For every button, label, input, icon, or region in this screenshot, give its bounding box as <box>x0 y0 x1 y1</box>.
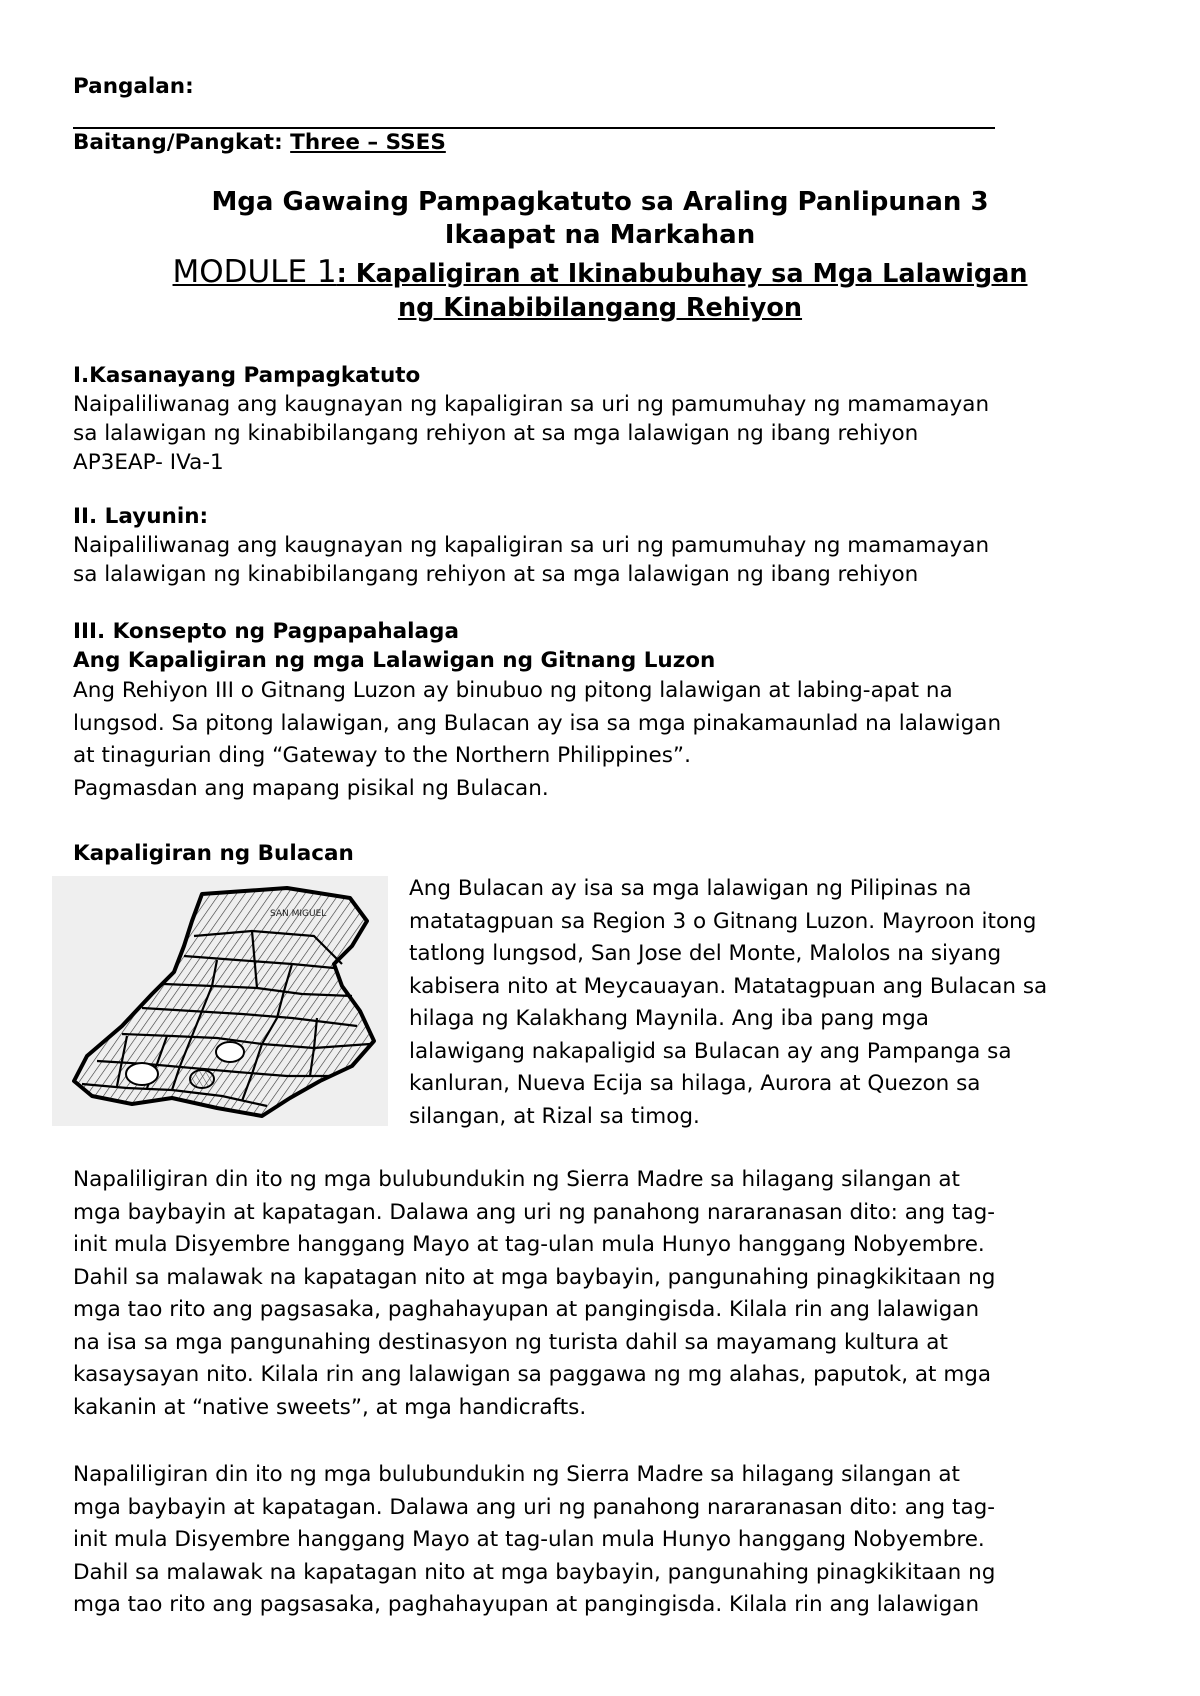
map-label: SAN MIGUEL <box>270 909 327 919</box>
name-label: Pangalan: <box>73 74 194 99</box>
module-title-line-1 <box>60 255 1140 291</box>
bulacan-map-drawing <box>52 876 388 1126</box>
body-line: mga baybayin at kapatagan. Dalawa ang uri ng panahong nararanasan dito: ang tag- <box>73 1494 996 1520</box>
body-line: lalawigang nakapaligid sa Bulacan ay ang Pampanga sa <box>409 1038 1012 1064</box>
body-line: Dahil sa malawak na kapatagan nito at mga baybayin, pangunahing pinagkikitaan ng <box>73 1559 996 1585</box>
bulacan-heading: Kapaligiran ng Bulacan <box>73 841 354 866</box>
body-line: Ang Rehiyon III o Gitnang Luzon ay binubuo ng pitong lalawigan at labing-apat na <box>73 678 953 703</box>
grade-value: Three – SSES <box>290 130 446 155</box>
body-line: Ang Bulacan ay isa sa mga lalawigan ng Pilipinas na <box>409 876 972 901</box>
grade-line <box>73 128 446 157</box>
body-line: Naipaliliwanag ang kaugnayan ng kapaligiran sa uri ng pamumuhay ng mamamayan <box>73 533 990 558</box>
title-block <box>60 186 1140 325</box>
body-line: sa lalawigan ng kinabibilangang rehiyon at sa mga lalawigan ng ibang rehiyon <box>73 562 919 587</box>
body-line: sa lalawigan ng kinabibilangang rehiyon at sa mga lalawigan ng ibang rehiyon <box>73 421 919 446</box>
section-heading: I.Kasanayang Pampagkatuto <box>73 363 421 388</box>
body-line: hilaga ng Kalakhang Maynila. Ang iba pang mga <box>409 1006 929 1031</box>
section-kasanayan <box>73 361 1133 477</box>
bulacan-description <box>409 873 1139 1133</box>
section-subheading: Ang Kapaligiran ng mga Lalawigan ng Gitnang Luzon <box>73 648 716 673</box>
grade-label: Baitang/Pangkat: <box>73 130 283 155</box>
section-konsepto <box>73 617 1133 805</box>
body-line: Dahil sa malawak na kapatagan nito at mga baybayin, pangunahing pinagkikitaan ng <box>73 1264 996 1290</box>
body-line: silangan, at Rizal sa timog. <box>409 1103 700 1129</box>
competency-code: AP3EAP- IVa-1 <box>73 450 224 475</box>
section-layunin <box>73 502 1133 589</box>
body-line: lungsod. Sa pitong lalawigan, ang Bulacan ay isa sa mga pinakamaunlad na lalawigan <box>73 710 1002 736</box>
body-line: tatlong lungsod, San Jose del Monte, Malolos na siyang <box>409 941 1002 966</box>
body-line: mga baybayin at kapatagan. Dalawa ang uri ng panahong nararanasan dito: ang tag- <box>73 1199 996 1225</box>
body-line: matatagpuan sa Region 3 o Gitnang Luzon. Mayroon itong <box>409 908 1037 934</box>
body-line: mga tao rito ang pagsasaka, paghahayupan at pangingisda. Kilala rin ang lalawigan <box>73 1592 980 1617</box>
body-line: at tinagurian ding “Gateway to the Northern Philippines”. <box>73 743 691 768</box>
module-title-a: : Kapaligiran at Ikinabubuhay sa Mga Lalawigan <box>336 259 1028 289</box>
body-line: kabisera nito at Meycauayan. Matatagpuan ang Bulacan sa <box>409 973 1048 999</box>
body-line: init mula Disyembre hanggang Mayo at tag-ulan mula Hunyo hanggang Nobyembre. <box>73 1232 985 1257</box>
body-line: Pagmasdan ang mapang pisikal ng Bulacan. <box>73 775 549 801</box>
body-line: Napaliligiran din ito ng mga bulubundukin ng Sierra Madre sa hilagang silangan at <box>73 1167 960 1192</box>
body-line: Naipaliliwanag ang kaugnayan ng kapaligiran sa uri ng pamumuhay ng mamamayan <box>73 392 990 417</box>
body-line: kasaysayan nito. Kilala rin ang lalawigan sa paggawa ng mg alahas, paputok, at mga <box>73 1362 992 1387</box>
paragraph-1 <box>73 1164 1133 1424</box>
section-heading: III. Konsepto ng Pagpapahalaga <box>73 619 459 644</box>
title-line-1: Mga Gawaing Pampagkatuto sa Araling Panlipunan 3 <box>211 187 989 217</box>
body-line: init mula Disyembre hanggang Mayo at tag-ulan mula Hunyo hanggang Nobyembre. <box>73 1527 985 1552</box>
module-title-line-2: ng Kinabibilangang Rehiyon <box>397 293 803 323</box>
body-line: Napaliligiran din ito ng mga bulubundukin ng Sierra Madre sa hilagang silangan at <box>73 1462 960 1487</box>
body-line: na isa sa mga pangunahing destinasyon ng turista dahil sa mayamang kultura at <box>73 1329 948 1355</box>
body-line: kakanin at “native sweets”, at mga handicrafts. <box>73 1394 587 1420</box>
module-label: MODULE 1 <box>172 254 337 290</box>
section-heading: II. Layunin: <box>73 504 209 529</box>
body-line: kanluran, Nueva Ecija sa hilaga, Aurora at Quezon sa <box>409 1071 981 1096</box>
paragraph-2 <box>73 1459 1133 1622</box>
bulacan-map-image <box>52 876 388 1126</box>
body-line: mga tao rito ang pagsasaka, paghahayupan at pangingisda. Kilala rin ang lalawigan <box>73 1297 980 1322</box>
title-line-2: Ikaapat na Markahan <box>444 220 756 250</box>
